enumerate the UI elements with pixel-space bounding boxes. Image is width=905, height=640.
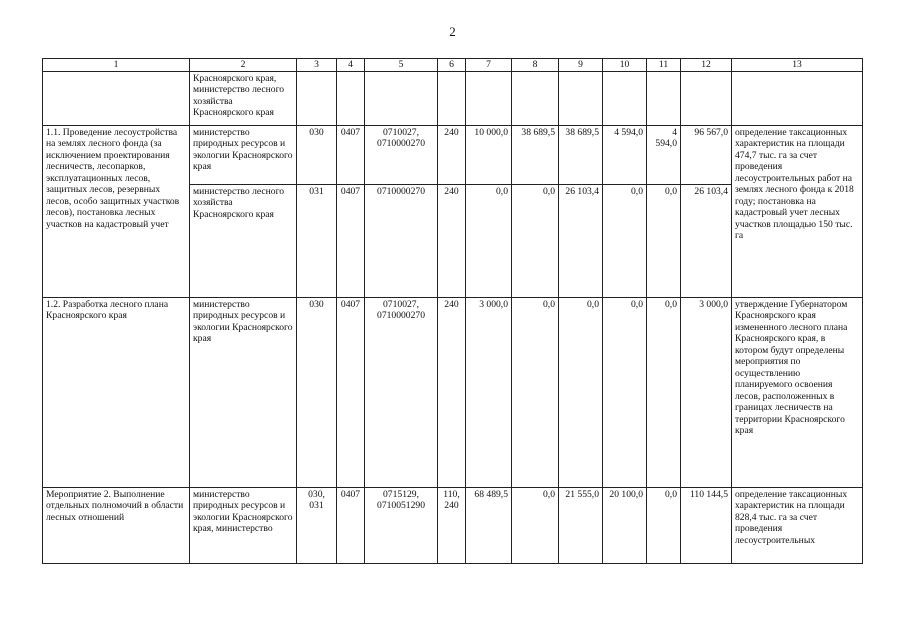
cell-value: 68 489,5 — [466, 487, 512, 563]
table-row — [43, 297, 863, 487]
cell-result: определение таксационных характеристик на площади 474,7 тыс. га за счет проведения лесоустроительных работ на землях лесного фонда к 2018 году; постановка на кадастровый учет лесных участков площадью 150 тыс. га — [732, 125, 863, 297]
cell-empty — [337, 71, 365, 125]
column-header: 8 — [512, 59, 559, 72]
cell-csr: 0710027, 0710000270 — [365, 297, 438, 487]
cell-grbs: 030 — [297, 125, 337, 184]
cell-executor: Красноярского края, министерство лесного хозяйства Красноярского края — [190, 71, 297, 125]
column-header: 13 — [732, 59, 863, 72]
cell-rzpr: 0407 — [337, 125, 365, 184]
cell-vr: 240 — [438, 125, 466, 184]
cell-value: 20 100,0 — [603, 487, 647, 563]
column-header: 1 — [43, 59, 190, 72]
column-header: 4 — [337, 59, 365, 72]
cell-value: 38 689,5 — [512, 125, 559, 184]
cell-value: 0,0 — [512, 487, 559, 563]
cell-value: 26 103,4 — [559, 184, 603, 297]
cell-empty — [43, 71, 190, 125]
cell-value: 4 594,0 — [603, 125, 647, 184]
cell-value: 0,0 — [647, 184, 681, 297]
column-header: 7 — [466, 59, 512, 72]
cell-activity-name: 1.2. Разработка лесного плана Красноярского края — [43, 297, 190, 487]
cell-value: 38 689,5 — [559, 125, 603, 184]
cell-total: 26 103,4 — [681, 184, 732, 297]
cell-grbs: 030, 031 — [297, 487, 337, 563]
cell-grbs: 030 — [297, 297, 337, 487]
cell-empty — [603, 71, 647, 125]
column-header: 9 — [559, 59, 603, 72]
column-header: 6 — [438, 59, 466, 72]
column-header: 11 — [647, 59, 681, 72]
cell-empty — [732, 71, 863, 125]
cell-vr: 240 — [438, 184, 466, 297]
column-header: 12 — [681, 59, 732, 72]
cell-rzpr: 0407 — [337, 297, 365, 487]
cell-vr: 240 — [438, 297, 466, 487]
cell-executor: министерство природных ресурсов и экологии Красноярского края — [190, 297, 297, 487]
column-header: 10 — [603, 59, 647, 72]
cell-activity-name: Мероприятие 2. Выполнение отдельных полномочий в области лесных отношений — [43, 487, 190, 563]
column-number-row — [43, 59, 863, 72]
cell-empty — [647, 71, 681, 125]
cell-total: 96 567,0 — [681, 125, 732, 184]
cell-empty — [559, 71, 603, 125]
cell-executor: министерство природных ресурсов и экологии Красноярского края — [190, 125, 297, 184]
cell-grbs: 031 — [297, 184, 337, 297]
cell-empty — [438, 71, 466, 125]
cell-total: 110 144,5 — [681, 487, 732, 563]
cell-value: 0,0 — [603, 297, 647, 487]
cell-rzpr: 0407 — [337, 184, 365, 297]
cell-executor: министерство природных ресурсов и экологии Красноярского края, министерство — [190, 487, 297, 563]
cell-rzpr: 0407 — [337, 487, 365, 563]
cell-value: 3 000,0 — [466, 297, 512, 487]
cell-total: 3 000,0 — [681, 297, 732, 487]
table-row — [43, 487, 863, 563]
cell-result: определение таксационных характеристик на площади 828,4 тыс. га за счет проведения лесоустроительных — [732, 487, 863, 563]
cell-value: 0,0 — [559, 297, 603, 487]
column-header: 2 — [190, 59, 297, 72]
cell-value: 0,0 — [647, 297, 681, 487]
cell-value: 4 594,0 — [647, 125, 681, 184]
cell-executor: министерство лесного хозяйства Красноярского края — [190, 184, 297, 297]
cell-value: 10 000,0 — [466, 125, 512, 184]
cell-value: 0,0 — [512, 297, 559, 487]
cell-empty — [681, 71, 732, 125]
continuation-row — [43, 71, 863, 125]
cell-activity-name: 1.1. Проведение лесоустройства на землях лесного фонда (за исключением проектирования лесничеств, лесопарков, эксплуатационных лесов, защитных лесов, резервных лесов, особо защитных участков лесов), постановка лесных участков на кадастровый учет — [43, 125, 190, 297]
cell-empty — [365, 71, 438, 125]
cell-vr: 110, 240 — [438, 487, 466, 563]
table-row — [43, 125, 863, 184]
cell-csr: 0710027, 0710000270 — [365, 125, 438, 184]
cell-empty — [297, 71, 337, 125]
cell-value: 0,0 — [466, 184, 512, 297]
column-header: 3 — [297, 59, 337, 72]
cell-csr: 0710000270 — [365, 184, 438, 297]
page-number: 2 — [449, 24, 456, 39]
column-header: 5 — [365, 59, 438, 72]
budget-table — [42, 58, 863, 564]
cell-empty — [512, 71, 559, 125]
cell-value: 0,0 — [603, 184, 647, 297]
cell-value: 0,0 — [512, 184, 559, 297]
cell-result: утверждение Губернатором Красноярского края измененного лесного плана Красноярского края, в котором будут определены мероприятия по осуществлению планируемого освоения лесов, расположенных в границах лесничеств на территории Красноярского края — [732, 297, 863, 487]
cell-value: 0,0 — [647, 487, 681, 563]
cell-value: 21 555,0 — [559, 487, 603, 563]
cell-csr: 0715129, 0710051290 — [365, 487, 438, 563]
cell-empty — [466, 71, 512, 125]
